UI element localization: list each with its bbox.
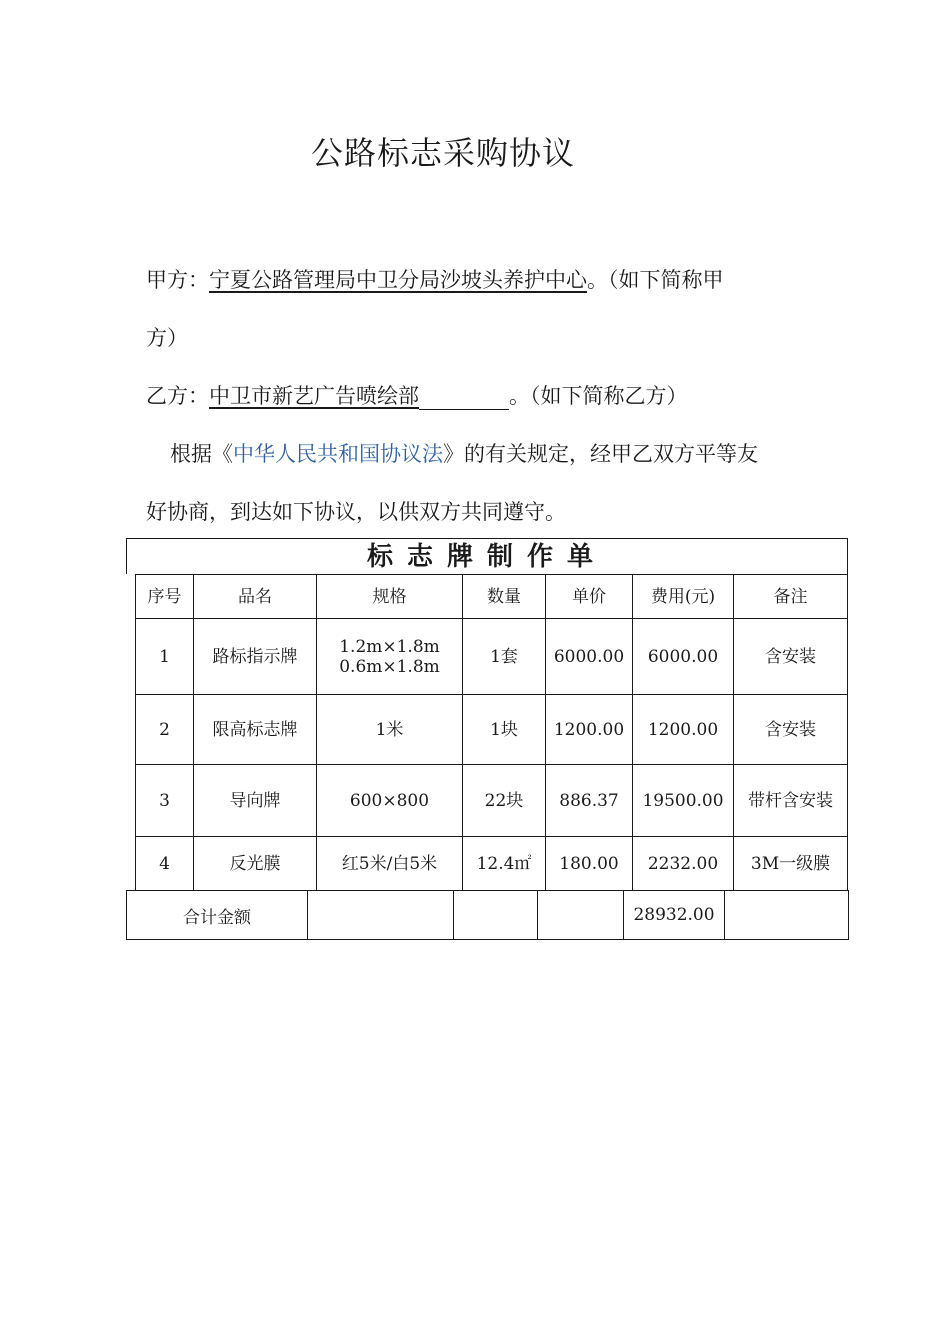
table-row [136, 619, 848, 695]
party-b-blank [419, 387, 509, 410]
row-no: 1 [136, 619, 194, 695]
order-items-table [135, 574, 848, 891]
row-spec: 红5米/白5米 [317, 837, 463, 891]
party-a-suffix: 。（如下简称甲 [587, 268, 724, 292]
total-label: 合计金额 [127, 891, 308, 940]
row-qty: 12.4㎡ [463, 837, 546, 891]
party-a-line [146, 264, 724, 294]
total-empty-cell [454, 891, 538, 940]
total-empty-cell [725, 891, 849, 940]
party-b-line [146, 380, 688, 410]
table-row [136, 765, 848, 837]
header-qty: 数量 [463, 575, 546, 619]
basis-continuation: 好协商，到达如下协议，以供双方共同遵守。 [146, 500, 566, 524]
row-note: 含安装 [734, 619, 848, 695]
row-note: 带杆含安装 [734, 765, 848, 837]
row-name: 限高标志牌 [194, 695, 317, 765]
row-price: 180.00 [546, 837, 633, 891]
sign-order-form [126, 538, 848, 940]
row-spec-line1: 1.2m×1.8m [339, 636, 440, 657]
header-spec: 规格 [317, 575, 463, 619]
total-row [127, 891, 849, 940]
row-price: 6000.00 [546, 619, 633, 695]
basis-line [170, 438, 758, 468]
order-title: 标志牌制作单 [126, 538, 848, 574]
row-cost: 19500.00 [633, 765, 734, 837]
party-b-label: 乙方： [146, 384, 209, 408]
row-spec [317, 619, 463, 695]
header-cost: 费用(元) [633, 575, 734, 619]
row-no: 2 [136, 695, 194, 765]
row-qty: 1块 [463, 695, 546, 765]
row-no: 3 [136, 765, 194, 837]
total-empty-cell [308, 891, 454, 940]
table-row [136, 695, 848, 765]
party-b-suffix: 。（如下简称乙方） [509, 384, 688, 408]
header-price: 单价 [546, 575, 633, 619]
row-name: 导向牌 [194, 765, 317, 837]
table-row [136, 837, 848, 891]
party-a-label: 甲方： [146, 268, 209, 292]
total-table [126, 890, 849, 940]
basis-pre: 根据《 [170, 442, 233, 466]
document-title: 公路标志采购协议 [310, 134, 575, 172]
header-no: 序号 [136, 575, 194, 619]
row-no: 4 [136, 837, 194, 891]
row-note: 3M一级膜 [734, 837, 848, 891]
row-cost: 6000.00 [633, 619, 734, 695]
total-empty-cell [538, 891, 624, 940]
law-link[interactable]: 中华人民共和国协议法 [233, 442, 443, 466]
row-name: 反光膜 [194, 837, 317, 891]
row-note: 含安装 [734, 695, 848, 765]
total-value: 28932.00 [624, 891, 725, 940]
row-cost: 1200.00 [633, 695, 734, 765]
row-qty: 1套 [463, 619, 546, 695]
row-price: 886.37 [546, 765, 633, 837]
row-spec-line2: 0.6m×1.8m [339, 656, 440, 677]
row-name: 路标指示牌 [194, 619, 317, 695]
row-price: 1200.00 [546, 695, 633, 765]
row-spec: 600×800 [317, 765, 463, 837]
party-a-continuation: 方） [146, 326, 188, 350]
row-spec: 1米 [317, 695, 463, 765]
party-a-name: 宁夏公路管理局中卫分局沙坡头养护中心 [209, 268, 587, 292]
row-qty: 22块 [463, 765, 546, 837]
row-cost: 2232.00 [633, 837, 734, 891]
table-header-row [136, 575, 848, 619]
header-note: 备注 [734, 575, 848, 619]
party-b-name: 中卫市新艺广告喷绘部 [209, 384, 419, 408]
header-name: 品名 [194, 575, 317, 619]
basis-post: 》的有关规定，经甲乙双方平等友 [443, 442, 758, 466]
